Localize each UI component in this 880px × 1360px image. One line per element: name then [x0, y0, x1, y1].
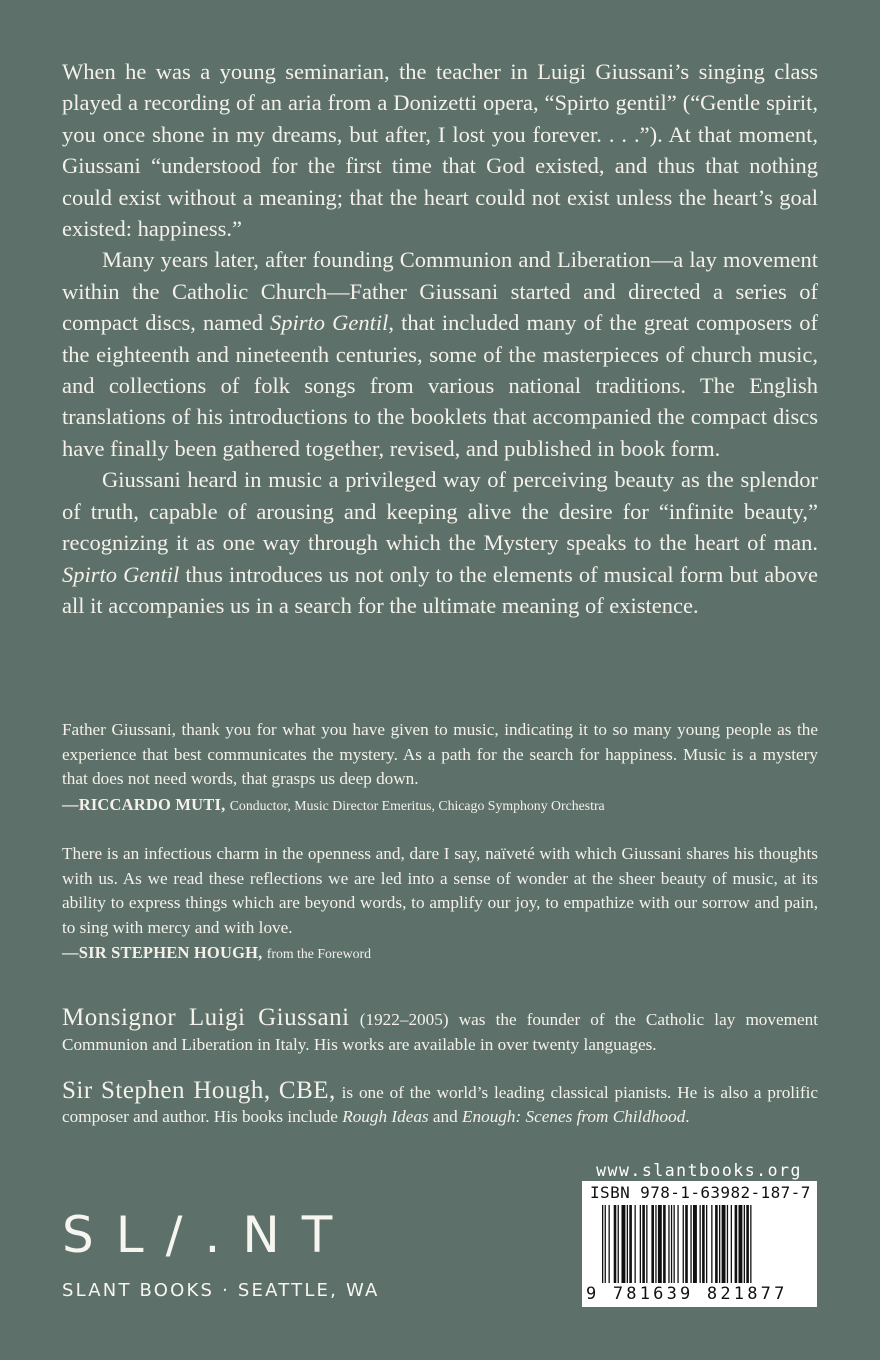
author-name: Sir Stephen Hough, CBE, — [62, 1076, 336, 1104]
author-bios — [62, 1006, 818, 1130]
barcode-bar — [731, 1205, 732, 1283]
slant-logo: SL/.NT — [62, 1206, 355, 1264]
barcode-bar — [744, 1205, 745, 1283]
book-title-italic: Rough Ideas — [342, 1107, 429, 1127]
barcode-bar — [655, 1205, 656, 1283]
barcode-bar — [719, 1205, 720, 1283]
barcode-bar — [668, 1205, 669, 1283]
bio-giussani: Monsignor Luigi Giussani (1922–2005) was the founder of the Catholic lay movement Communion and Liberation in Italy. His works are available in over twenty languages. — [62, 1004, 818, 1054]
barcode-bar — [735, 1205, 738, 1283]
barcode-bar — [693, 1205, 697, 1283]
book-description — [62, 56, 818, 621]
description-paragraph-1: When he was a young seminarian, the teacher in Luigi Giussani’s singing class played a recording of an aria from a Donizetti opera, “Spirto gentil” (“Gentle spirit, you once shone in my dreams, but after, I lost you forever. . . .”). At that moment, Giussani “understood for the first time that God existed, and thus that nothing could exist without a meaning; that the heart could not exist unless the heart’s goal existed: happiness.” — [62, 59, 818, 242]
barcode-bar — [605, 1205, 606, 1283]
barcode-bar — [727, 1205, 728, 1283]
endorser-name: —SIR STEPHEN HOUGH, — [62, 943, 263, 962]
barcode-bar — [690, 1205, 691, 1283]
barcode-bar — [746, 1205, 749, 1283]
barcode-bar — [671, 1205, 672, 1283]
barcode-bar — [700, 1205, 701, 1283]
endorsements — [62, 718, 818, 967]
barcode-bar — [618, 1205, 619, 1283]
barcode-bar — [609, 1205, 610, 1283]
barcode-bars — [602, 1205, 802, 1283]
barcode-bar — [677, 1205, 678, 1283]
book-title-italic: Spirto Gentil — [62, 561, 180, 587]
barcode-bar — [674, 1205, 675, 1283]
barcode-bar — [702, 1205, 705, 1283]
barcode-bar — [614, 1205, 617, 1283]
barcode-bar — [722, 1205, 726, 1283]
barcode-bar — [642, 1205, 645, 1283]
endorser-role: Conductor, Music Director Emeritus, Chicago Symphony Orchestra — [229, 797, 605, 813]
bio-hough: Sir Stephen Hough, CBE, is one of the world’s leading classical pianists. He is also a prolific composer and author. His books include Rough Ideas and Enough: Scenes from Childhood. — [62, 1076, 818, 1127]
barcode-bar — [646, 1205, 647, 1283]
barcode-bar — [627, 1205, 628, 1283]
author-dates: (1922–2005) — [359, 1010, 449, 1029]
endorsement-attribution — [62, 793, 818, 819]
barcode-bar — [635, 1205, 636, 1283]
barcode-bar — [663, 1205, 666, 1283]
publisher-imprint: SLANT BOOKS · SEATTLE, WA — [62, 1280, 380, 1301]
barcode-bar — [711, 1205, 712, 1283]
endorser-role: from the Foreword — [266, 946, 371, 961]
barcode-bar — [602, 1205, 603, 1283]
publisher-url[interactable]: www.slantbooks.org — [596, 1161, 802, 1180]
endorsement-muti — [62, 718, 818, 818]
barcode-bar — [683, 1205, 684, 1283]
barcode-digits: 9 781639 821877 — [586, 1284, 788, 1304]
barcode-bar — [651, 1205, 654, 1283]
description-paragraph-3: Giussani heard in music a privileged way of perceiving beauty as the splendor of truth, capable of arousing and keeping alive the desire for “infinite beauty,” recognizing it as one way through which the Mystery speaks to the heart of man. Spirto Gentil thus introduces us not only to the elements of musical form but above all it accompanies us in a search for the ultimate meaning of existence. — [62, 467, 818, 618]
description-paragraph-2: Many years later, after founding Communion and Liberation—a lay movement within the Catholic Church—Father Giussani started and directed a series of compact discs, named Spirto Gentil, that included many of the great composers of the eighteenth and nineteenth centuries, some of the masterpieces of church music, and collections of folk songs from various national traditions. The English translations of his introductions to the booklets that accompanied the compact discs have finally been gathered together, revised, and published in book form. — [62, 247, 818, 461]
barcode-bar — [706, 1205, 707, 1283]
endorsement-attribution — [62, 941, 818, 967]
isbn-barcode — [582, 1181, 817, 1307]
barcode-bar — [685, 1205, 688, 1283]
barcode-bar — [739, 1205, 743, 1283]
author-name: Monsignor Luigi Giussani — [62, 1004, 350, 1031]
endorsement-text: Father Giussani, thank you for what you have given to music, indicating it to so many young people as the experience that best communicates the mystery. As a path for the search for happiness. Music is a mystery that does not need words, that grasps us deep down. — [62, 720, 818, 788]
book-title-italic: Enough: Scenes from Childhood — [462, 1107, 686, 1127]
barcode-bar — [715, 1205, 718, 1283]
barcode-bar — [658, 1205, 662, 1283]
barcode-bar — [640, 1205, 641, 1283]
endorsement-hough — [62, 842, 818, 967]
book-title-italic: Spirto Gentil — [270, 310, 389, 336]
barcode-bar — [622, 1205, 626, 1283]
barcode-bar — [629, 1205, 632, 1283]
endorser-name: —RICCARDO MUTI, — [62, 794, 226, 814]
isbn-label: ISBN 978-1-63982-187-7 — [590, 1183, 811, 1202]
barcode-bar — [750, 1205, 751, 1283]
endorsement-text: There is an infectious charm in the openness and, dare I say, naïveté with which Giussani shares his thoughts with us. As we read these reflections we are led into a sense of wonder at the sheer beauty of music, at its ability to express things which are beyond words, to amplify our joy, to empathize with our sorrow and pain, to sing with mercy and with love. — [62, 844, 818, 937]
